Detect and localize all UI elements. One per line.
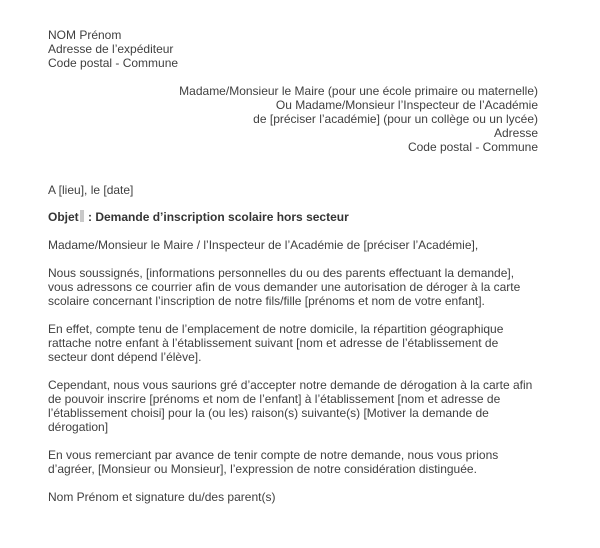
recipient-line-academy: de [préciser l’académie] (pour un collège ou un lycée) xyxy=(253,112,538,126)
sender-block xyxy=(48,28,538,70)
paragraph-request: Nous soussignés, [informations personnelles du ou des parents effectuant la demande], vous adressons ce courrier afin de vous demander une autorisation de déroger à la carte scolaire concernant l’inscription de notre fils/fille [prénoms et nom de votre enfant]. xyxy=(48,266,521,308)
signature-line: Nom Prénom et signature du/des parent(s) xyxy=(48,490,276,504)
text-cursor xyxy=(80,210,84,222)
subject-label: Objet xyxy=(48,210,79,224)
paragraph-current-school: En effet, compte tenu de l’emplacement de notre domicile, la répartition géographique rattache notre enfant à l’établissement suivant [nom et adresse de l’établissement de secteur dont dépend l’élève]. xyxy=(48,322,504,364)
sender-address: Adresse de l’expéditeur xyxy=(48,42,174,56)
recipient-line-inspector: Ou Madame/Monsieur l’Inspecteur de l’Académie xyxy=(275,98,538,112)
sender-name: NOM Prénom xyxy=(48,28,122,42)
salutation-line: Madame/Monsieur le Maire / l’Inspecteur de l’Académie de [préciser l’Académie], xyxy=(48,238,479,252)
recipient-line-mayor: Madame/Monsieur le Maire (pour une école primaire ou maternelle) xyxy=(179,84,538,98)
paragraph-closing: En vous remerciant par avance de tenir compte de notre demande, nous vous prions d’agréer, [Monsieur ou Monsieur], l’expression de notre considération distinguée. xyxy=(48,448,499,476)
subject-line xyxy=(48,210,538,224)
subject-text: : Demande d’inscription scolaire hors secteur xyxy=(88,210,349,224)
recipient-postal-city: Code postal - Commune xyxy=(407,140,538,154)
recipient-block xyxy=(48,84,538,154)
date-line: A [lieu], le [date] xyxy=(48,183,134,197)
recipient-address: Adresse xyxy=(493,126,538,140)
paragraph-derogation: Cependant, nous vous saurions gré d’accepter notre demande de dérogation à la carte afin de pouvoir inscrire [prénoms et nom de l’enfant] à l’établissement [nom et adresse de l’établissement choisi] pour la (ou les) raison(s) suivante(s) [Motiver la demande de dérogation] xyxy=(48,378,533,434)
sender-postal-city: Code postal - Commune xyxy=(48,56,179,70)
